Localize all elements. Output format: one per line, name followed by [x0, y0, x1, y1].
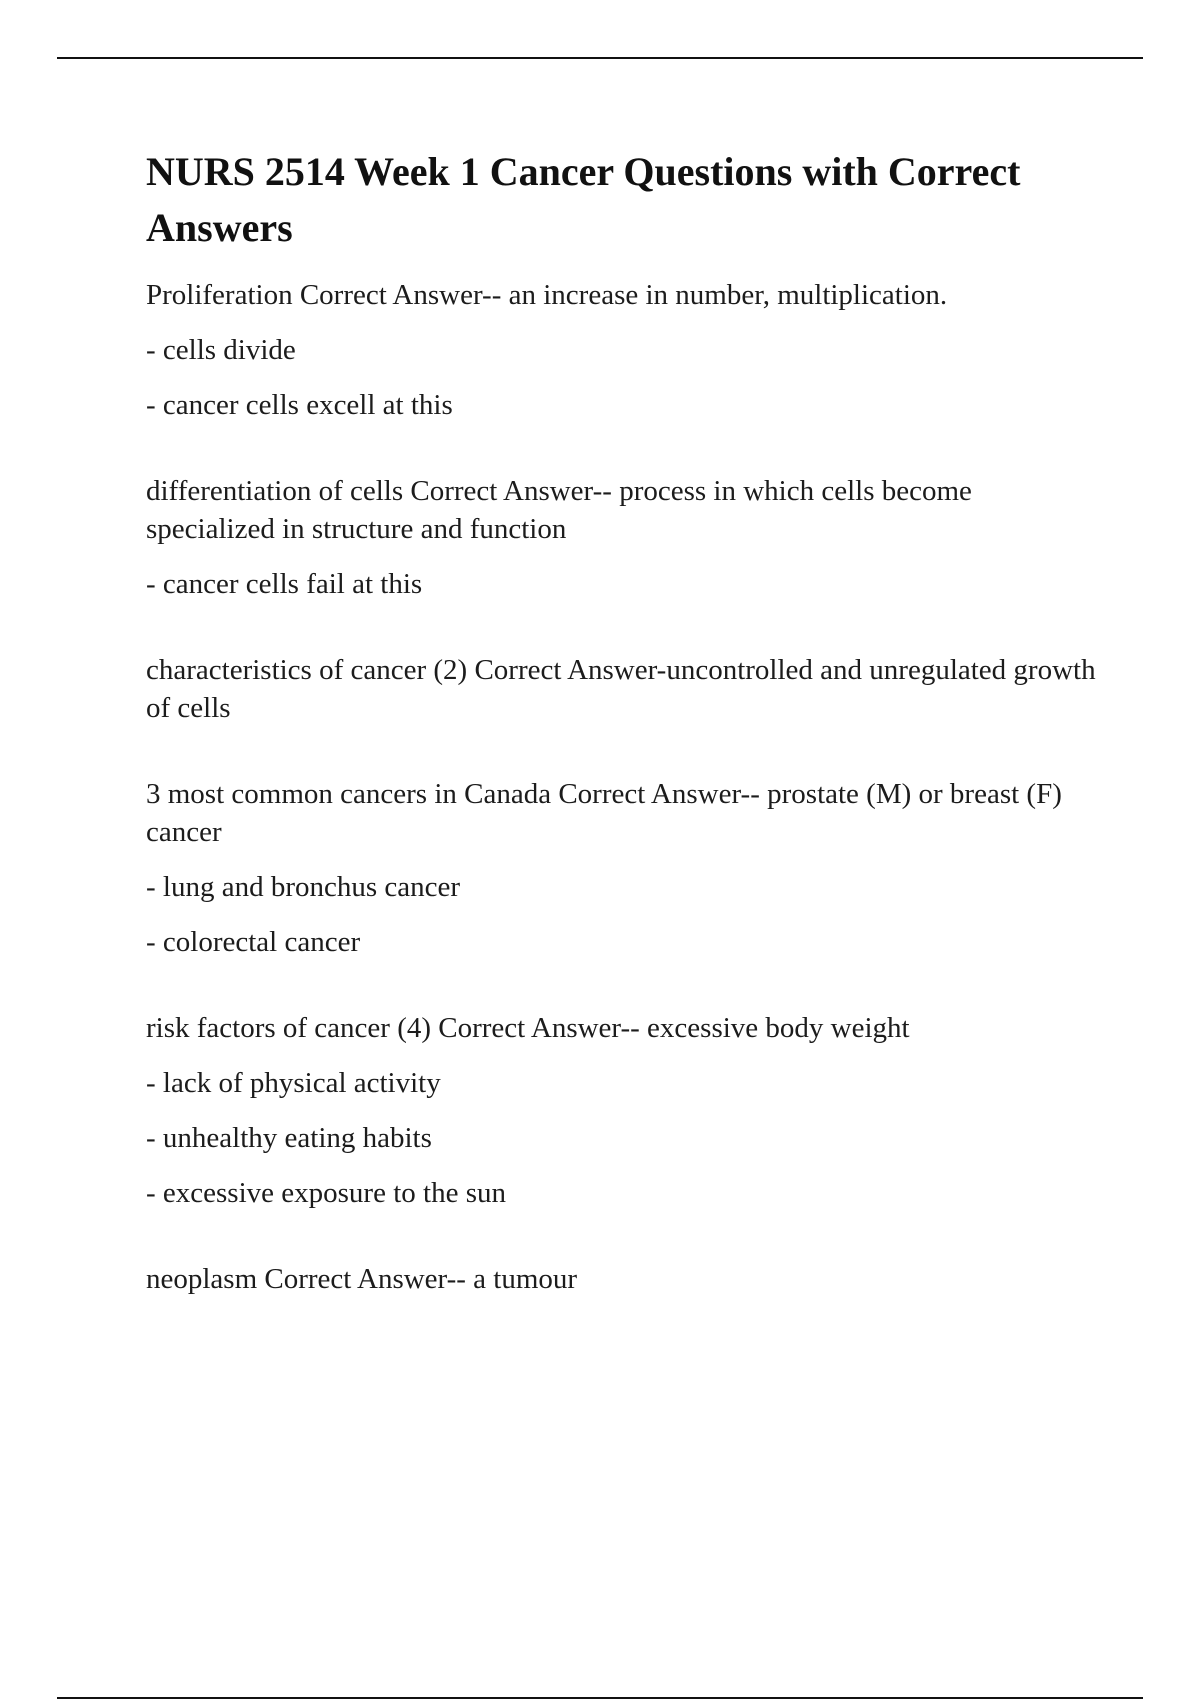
entry-line: - cancer cells fail at this — [146, 568, 423, 600]
qa-entry-neoplasm — [146, 1260, 1096, 1298]
entry-line: characteristics of cancer (2) Correct Answer-uncontrolled and unregulated growth of cells — [146, 654, 1096, 724]
bottom-rule — [57, 1697, 1143, 1699]
document-body — [146, 144, 1096, 1346]
qa-entry-differentiation — [146, 472, 1096, 603]
qa-entry-characteristics — [146, 651, 1096, 727]
entry-line: - cancer cells excell at this — [146, 389, 453, 421]
entry-line: risk factors of cancer (4) Correct Answer-- excessive body weight — [146, 1012, 910, 1044]
top-rule — [57, 57, 1143, 59]
entry-line: - colorectal cancer — [146, 926, 361, 958]
entry-line: - unhealthy eating habits — [146, 1122, 432, 1154]
qa-entry-common-cancers — [146, 775, 1096, 961]
entry-line: Proliferation Correct Answer-- an increase in number, multiplication. — [146, 279, 948, 311]
qa-entry-risk-factors — [146, 1009, 1096, 1212]
entry-line: - cells divide — [146, 334, 296, 366]
qa-entry-proliferation — [146, 276, 1096, 424]
entry-line: differentiation of cells Correct Answer-- process in which cells become specialized in structure and function — [146, 475, 972, 545]
entry-line: neoplasm Correct Answer-- a tumour — [146, 1263, 578, 1295]
document-title: NURS 2514 Week 1 Cancer Questions with Correct Answers — [146, 149, 1021, 250]
entry-line: 3 most common cancers in Canada Correct Answer-- prostate (M) or breast (F) cancer — [146, 778, 1062, 848]
entry-line: - lack of physical activity — [146, 1067, 441, 1099]
entry-line: - lung and bronchus cancer — [146, 871, 461, 903]
entry-line: - excessive exposure to the sun — [146, 1177, 506, 1209]
